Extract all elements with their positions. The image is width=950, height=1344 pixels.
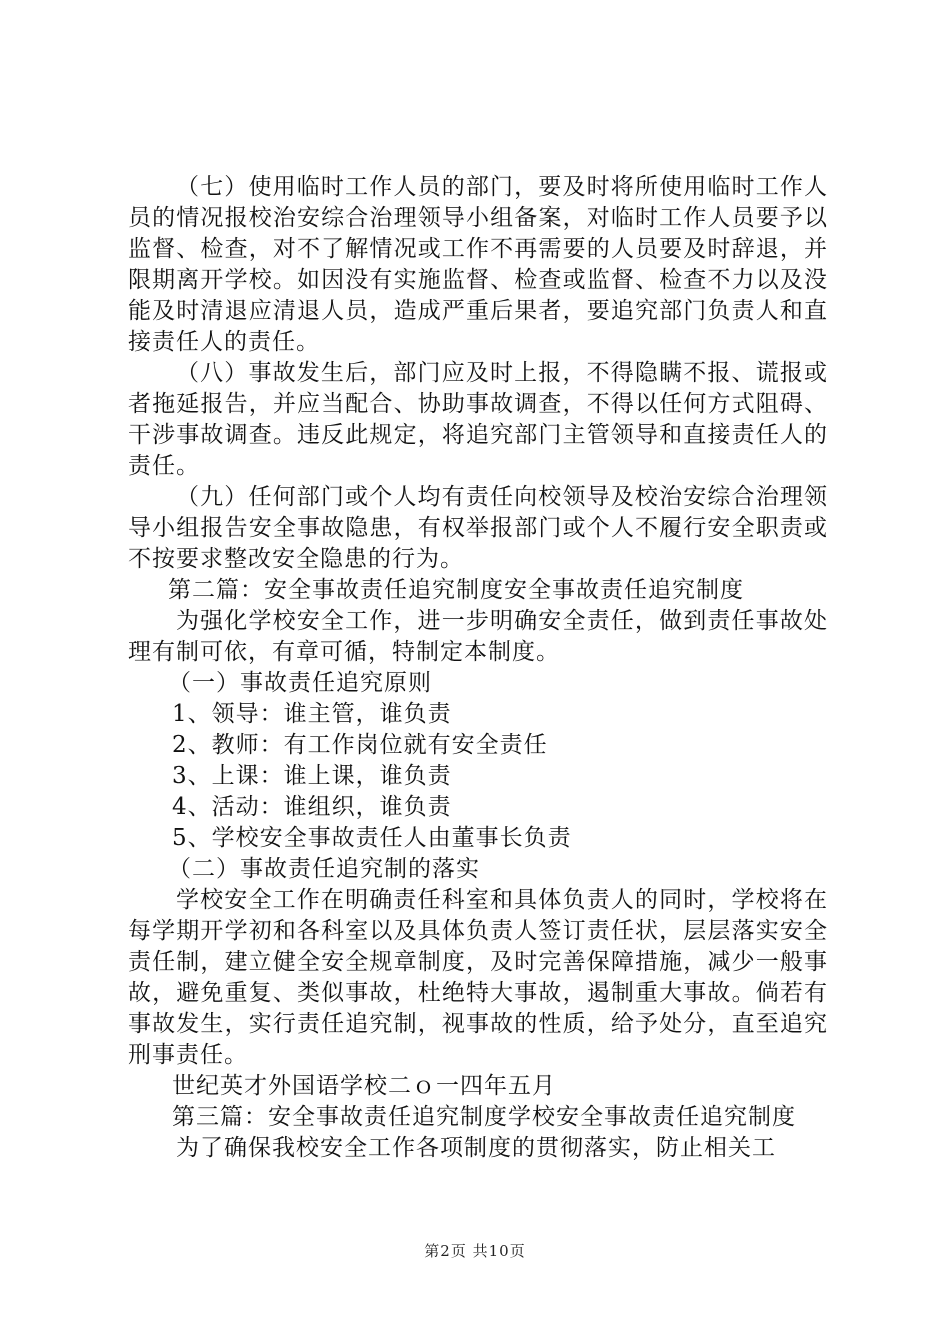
- subheading-principles: （一）事故责任追究原则: [168, 670, 432, 696]
- list-item-classes: 3、上课：谁上课，谁负责: [172, 763, 452, 789]
- paragraph-intro: 为强化学校安全工作，进一步明确安全责任，做到责任事故处理有制可依，有章可循，特制定本制度。: [128, 608, 828, 665]
- list-item-chairman: 5、学校安全事故责任人由董事长负责: [172, 825, 572, 851]
- paragraph-implementation: 学校安全工作在明确责任科室和具体负责人的同时，学校将在每学期开学初和各科室以及具体负责人签订责任状，层层落实安全责任制，建立健全安全规章制度，及时完善保障措施，减少一般事故，避免重复、类似事故，杜绝特大事故，遏制重大事故。倘若有事故发生，实行责任追究制，视事故的性质，给予处分，直至追究刑事责任。: [128, 887, 828, 1068]
- paragraph-7-temporary-staff: （七）使用临时工作人员的部门，要及时将所使用临时工作人员的情况报校治安综合治理领导小组备案，对临时工作人员要予以监督、检查，对不了解情况或工作不再需要的人员要及时辞退，并限期离开学校。如因没有实施监督、检查或监督、检查不力以及没能及时清退应清退人员，造成严重后果者，要追究部门负责人和直接责任人的责任。: [128, 174, 828, 355]
- subheading-implementation: （二）事故责任追究制的落实: [168, 856, 480, 882]
- signature-line: 世纪英才外国语学校二ｏ一四年五月: [172, 1073, 556, 1099]
- list-item-teachers: 2、教师：有工作岗位就有安全责任: [172, 732, 548, 758]
- list-item-leaders: 1、领导：谁主管，谁负责: [172, 701, 452, 727]
- paragraph-9-hazard-report: （九）任何部门或个人均有责任向校领导及校治安综合治理领导小组报告安全事故隐患，有权举报部门或个人不履行安全职责或不按要求整改安全隐患的行为。: [128, 484, 828, 572]
- section-heading-2: 第二篇：安全事故责任追究制度安全事故责任追究制度: [168, 577, 744, 603]
- list-item-activities: 4、活动：谁组织，谁负责: [172, 794, 452, 820]
- page-number-footer: 第2页 共10页: [424, 1242, 526, 1260]
- paragraph-8-accident-report: （八）事故发生后，部门应及时上报，不得隐瞒不报、谎报或者拖延报告，并应当配合、协助事故调查，不得以任何方式阻碍、干涉事故调查。违反此规定，将追究部门主管领导和直接责任人的责任。: [128, 360, 828, 479]
- document-body: [128, 172, 828, 1164]
- paragraph-section-3-intro: 为了确保我校安全工作各项制度的贯彻落实，防止相关工: [176, 1135, 776, 1161]
- section-heading-3: 第三篇：安全事故责任追究制度学校安全事故责任追究制度: [172, 1104, 796, 1130]
